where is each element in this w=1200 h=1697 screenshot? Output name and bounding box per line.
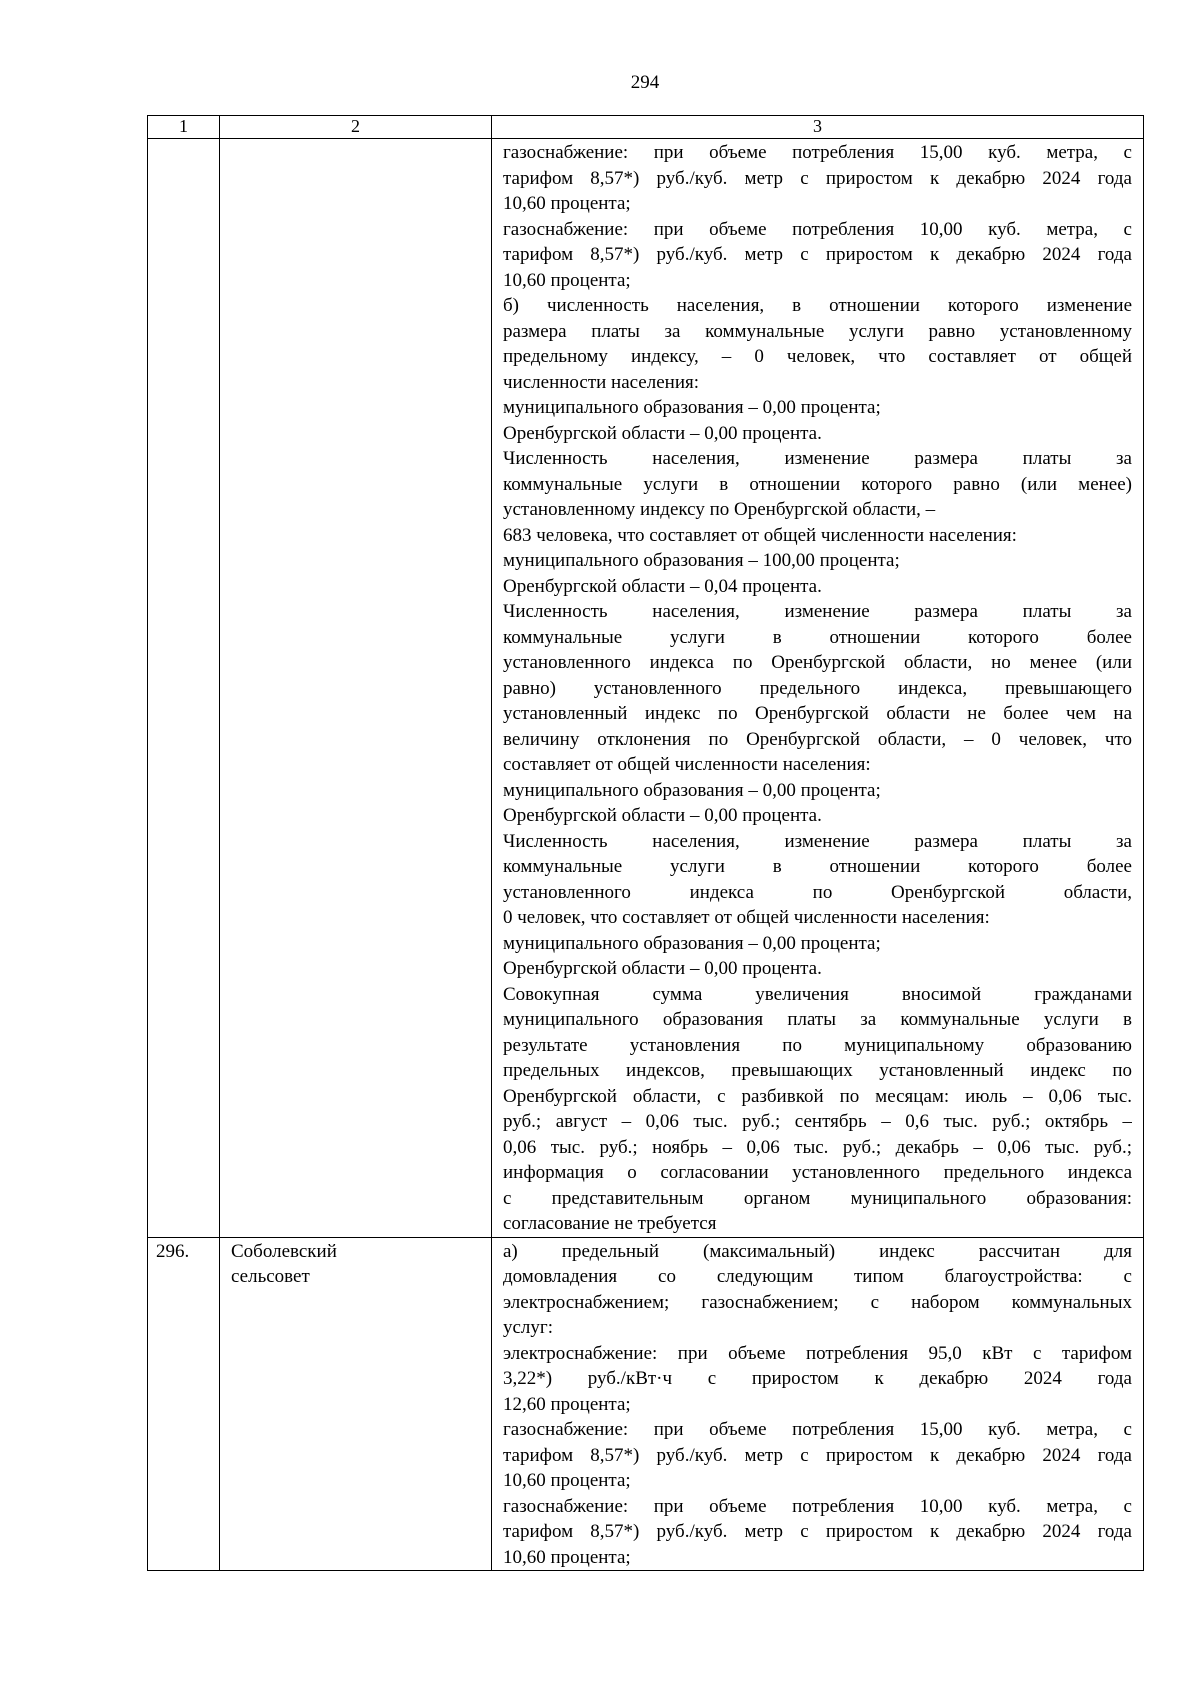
text-line: тарифом 8,57*) руб./куб. метр с приростом к декабрю 2024 года	[503, 1521, 1132, 1542]
text-line: газоснабжение: при объеме потребления 10,00 куб. метра, с	[503, 218, 1132, 240]
text-line: муниципального образования – 0,00 процента;	[503, 932, 881, 954]
text-line: услуг:	[503, 1317, 553, 1338]
text-line: установленного индекса по Оренбургской области, но менее (или	[503, 652, 1132, 673]
text-line: 0,06 тыс. руб.; ноябрь – 0,06 тыс. руб.; декабрь – 0,06 тыс. руб.;	[503, 1136, 1132, 1158]
text-line: 10,60 процента;	[503, 1546, 631, 1568]
text-line: коммунальные услуги в отношении которого равно (или менее)	[503, 473, 1132, 495]
text-line: 10,60 процента;	[503, 1470, 631, 1491]
text-line: тарифом 8,57*) руб./куб. метр с приростом к декабрю 2024 года	[503, 167, 1132, 189]
text-line: муниципального образования платы за коммунальные услуги в	[503, 1009, 1132, 1030]
text-line: а) предельный (максимальный) индекс рассчитан для	[503, 1240, 1132, 1262]
text-line: равно) установленного предельного индекса, превышающего	[503, 677, 1132, 699]
row-296-lines	[503, 1239, 1132, 1571]
text-line: муниципального образования – 0,00 процента;	[503, 397, 881, 418]
row-296-number: 296.	[148, 1237, 220, 1571]
row-continued-lines	[503, 140, 1132, 1237]
text-line: предельных индексов, превышающих установленный индекс по	[503, 1060, 1132, 1081]
text-line: газоснабжение: при объеме потребления 10,00 куб. метра, с	[503, 1495, 1132, 1517]
text-line: газоснабжение: при объеме потребления 15,00 куб. метра, с	[503, 1419, 1132, 1440]
text-line: Оренбургской области – 0,04 процента.	[503, 575, 822, 597]
text-line: 10,60 процента;	[503, 269, 631, 291]
text-line: Оренбургской области – 0,00 процента.	[503, 958, 822, 979]
text-line: электроснабжение: при объеме потребления 95,0 кВт с тарифом	[503, 1342, 1132, 1364]
text-line: коммунальные услуги в отношении которого более	[503, 626, 1132, 648]
text-line: установленному индексу по Оренбургской области, –	[503, 499, 936, 520]
table-row-continued	[148, 139, 1144, 1238]
row-296-text-cell	[492, 1237, 1144, 1571]
text-line: 0 человек, что составляет от общей численности населения:	[503, 907, 990, 928]
header-col-2: 2	[220, 116, 492, 139]
page-number: 294	[630, 72, 660, 93]
text-line: руб.; август – 0,06 тыс. руб.; сентябрь – 0,6 тыс. руб.; октябрь –	[503, 1111, 1132, 1132]
text-line: электроснабжением; газоснабжением; с набором коммунальных	[503, 1291, 1132, 1313]
text-line: информация о согласовании установленного предельного индекса	[503, 1162, 1132, 1183]
text-line: Оренбургской области – 0,00 процента.	[503, 805, 822, 826]
text-line: Оренбургской области, с разбивкой по месяцам: июль – 0,06 тыс.	[503, 1085, 1132, 1107]
text-line: 683 человека, что составляет от общей численности населения:	[503, 524, 1017, 546]
text-line: тарифом 8,57*) руб./куб. метр с приростом к декабрю 2024 года	[503, 244, 1132, 265]
text-line: величину отклонения по Оренбургской области, – 0 человек, что	[503, 728, 1132, 750]
text-line: 10,60 процента;	[503, 193, 631, 214]
row-296-name-line-1: Соболевский	[231, 1240, 337, 1262]
text-line: численности населения:	[503, 371, 700, 393]
text-line: домовладения со следующим типом благоустройства: с	[503, 1266, 1132, 1287]
text-line: предельному индексу, – 0 человек, что составляет от общей	[503, 346, 1132, 367]
text-line: коммунальные услуги в отношении которого более	[503, 856, 1132, 877]
text-line: муниципального образования – 100,00 процента;	[503, 550, 900, 571]
text-line: размера платы за коммунальные услуги равно установленному	[503, 320, 1132, 342]
text-line: тарифом 8,57*) руб./куб. метр с приростом к декабрю 2024 года	[503, 1444, 1132, 1466]
header-col-1: 1	[148, 116, 220, 139]
text-line: Численность населения, изменение размера платы за	[503, 601, 1132, 622]
text-line: Совокупная сумма увеличения вносимой гражданами	[503, 983, 1132, 1005]
text-line: б) численность населения, в отношении которого изменение	[503, 295, 1132, 316]
text-line: с представительным органом муниципального образования:	[503, 1187, 1132, 1209]
text-line: установленный индекс по Оренбургской области не более чем на	[503, 703, 1132, 724]
row-continued-number-cell	[148, 139, 220, 1238]
row-296-name-cell	[220, 1237, 492, 1571]
text-line: Оренбургской области – 0,00 процента.	[503, 422, 822, 444]
row-continued-text-cell	[492, 139, 1144, 1238]
text-line: Численность населения, изменение размера платы за	[503, 448, 1132, 469]
text-line: согласование не требуется	[503, 1213, 717, 1234]
text-line: 12,60 процента;	[503, 1393, 631, 1415]
table-row-296	[148, 1237, 1144, 1571]
text-line: газоснабжение: при объеме потребления 15,00 куб. метра, с	[503, 142, 1132, 163]
row-296-name-line-2: сельсовет	[231, 1265, 310, 1287]
text-line: установленного индекса по Оренбургской области,	[503, 881, 1132, 903]
text-line: 3,22*) руб./кВт·ч с приростом к декабрю 2024 года	[503, 1368, 1132, 1389]
text-line: Численность населения, изменение размера платы за	[503, 830, 1132, 852]
text-line: муниципального образования – 0,00 процента;	[503, 779, 881, 801]
header-col-3: 3	[492, 116, 1144, 139]
table-header-row	[148, 116, 1144, 139]
document-table	[147, 115, 1144, 1571]
text-line: составляет от общей численности населения:	[503, 754, 871, 775]
row-continued-name-cell	[220, 139, 492, 1238]
text-line: результате установления по муниципальному образованию	[503, 1034, 1132, 1056]
